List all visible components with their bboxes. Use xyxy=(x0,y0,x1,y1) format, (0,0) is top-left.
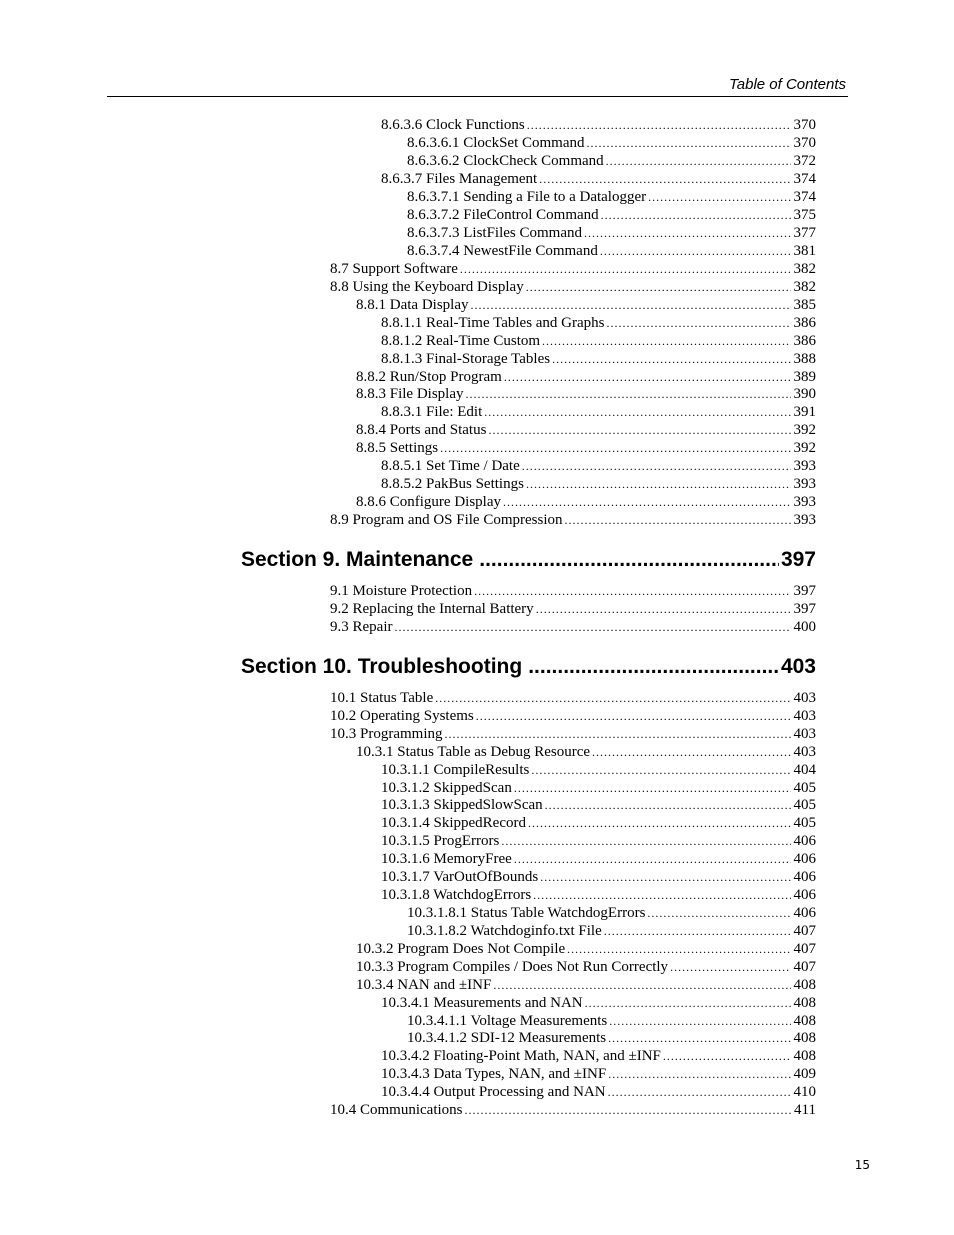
dot-leader xyxy=(609,1012,790,1030)
dot-leader xyxy=(545,796,791,814)
toc-entry-label: 10.3.1.4 SkippedRecord xyxy=(381,815,526,831)
toc-entry[interactable] xyxy=(381,170,816,188)
toc-entry-page: 375 xyxy=(793,207,816,223)
toc-entry-page: 407 xyxy=(793,941,816,957)
dot-leader xyxy=(542,332,790,350)
toc-entry-label: 8.6.3.6.1 ClockSet Command xyxy=(407,135,585,151)
toc-entry-page: 389 xyxy=(793,369,816,385)
toc-entry-label: 8.8.1 Data Display xyxy=(356,297,469,313)
toc-entry[interactable] xyxy=(381,403,816,421)
dot-leader xyxy=(608,1065,790,1083)
toc-entry[interactable] xyxy=(381,314,816,332)
toc-entry-label: 8.6.3.7.3 ListFiles Command xyxy=(407,225,583,241)
toc-entry-page: 386 xyxy=(793,333,816,349)
running-header: Table of Contents xyxy=(728,76,846,93)
dot-leader xyxy=(522,457,791,475)
toc-entry-label: 9.3 Repair xyxy=(330,619,393,635)
toc-entry-page: 410 xyxy=(793,1084,816,1100)
dot-leader xyxy=(600,242,791,260)
toc-entry-label: 8.8.4 Ports and Status xyxy=(356,422,487,438)
toc-entry-page: 405 xyxy=(793,815,816,831)
toc-entry-page: 381 xyxy=(793,243,816,259)
toc-entry-page: 393 xyxy=(793,512,816,528)
toc-entry[interactable] xyxy=(330,511,816,529)
toc-entry-label: 10.3.1.3 SkippedSlowScan xyxy=(381,797,543,813)
dot-leader xyxy=(670,958,790,976)
toc-entry-label: 8.6.3.7.2 FileControl Command xyxy=(407,207,599,223)
toc-entry-page: 408 xyxy=(793,977,816,993)
section-page: 403 xyxy=(780,655,816,678)
dot-leader xyxy=(503,493,791,511)
toc-entry-page: 406 xyxy=(793,905,816,921)
toc-entry-page: 393 xyxy=(793,476,816,492)
toc-entry-label: 8.8.5 Settings xyxy=(356,440,439,456)
toc-entry-page: 403 xyxy=(793,726,816,742)
section-heading[interactable] xyxy=(241,547,816,573)
toc-entry-label: 8.8.5.2 PakBus Settings xyxy=(381,476,524,492)
dot-leader xyxy=(592,743,790,761)
toc-entry-page: 382 xyxy=(793,279,816,295)
dot-leader xyxy=(474,582,790,600)
toc-entry[interactable] xyxy=(356,958,816,976)
toc-entry[interactable] xyxy=(381,814,816,832)
toc-entry-label: 10.3.4 NAN and ±INF xyxy=(356,977,492,993)
toc-entry-page: 409 xyxy=(793,1066,816,1082)
dot-leader xyxy=(440,439,790,457)
toc-entry-label: 10.3.2 Program Does Not Compile xyxy=(356,941,566,957)
toc-entry[interactable] xyxy=(407,1012,816,1030)
page-number: 15 xyxy=(854,1158,870,1172)
toc-entry[interactable] xyxy=(330,689,816,707)
toc-entry[interactable] xyxy=(381,886,816,904)
toc-entry-page: 406 xyxy=(793,851,816,867)
dot-leader xyxy=(504,368,791,386)
dot-leader xyxy=(435,689,790,707)
section-page: 397 xyxy=(780,548,816,571)
toc-entry[interactable] xyxy=(330,618,816,636)
toc-entry[interactable] xyxy=(381,796,816,814)
toc-entry-label: 8.8.3 File Display xyxy=(356,386,464,402)
section-title: Section 10. Troubleshooting xyxy=(241,655,523,678)
toc-entry-label: 10.3.4.1.1 Voltage Measurements xyxy=(407,1013,608,1029)
dot-leader xyxy=(587,134,791,152)
toc-entry-page: 370 xyxy=(793,117,816,133)
toc-entry[interactable] xyxy=(330,260,816,278)
toc-entry-page: 370 xyxy=(793,135,816,151)
toc-entry-page: 406 xyxy=(793,887,816,903)
toc-entry[interactable] xyxy=(381,868,816,886)
toc-entry-label: 8.8.1.3 Final-Storage Tables xyxy=(381,351,551,367)
toc-entry-label: 10.3.1.7 VarOutOfBounds xyxy=(381,869,539,885)
toc-entry-label: 8.8.1.1 Real-Time Tables and Graphs xyxy=(381,315,605,331)
toc-entry[interactable] xyxy=(381,761,816,779)
dot-leader xyxy=(527,116,791,134)
toc-entry-page: 397 xyxy=(793,583,816,599)
toc-entry[interactable] xyxy=(330,278,816,296)
toc-entry-label: 10.3.4.4 Output Processing and NAN xyxy=(381,1084,606,1100)
toc-entry-label: 8.6.3.6 Clock Functions xyxy=(381,117,525,133)
dot-leader xyxy=(528,814,791,832)
dot-leader xyxy=(531,761,790,779)
toc-entry-page: 408 xyxy=(793,1030,816,1046)
toc-entry-label: 10.3.4.3 Data Types, NAN, and ±INF xyxy=(381,1066,607,1082)
toc-entry[interactable] xyxy=(330,582,816,600)
toc-entry[interactable] xyxy=(356,743,816,761)
toc-entry-page: 393 xyxy=(793,458,816,474)
dot-leader xyxy=(476,707,791,725)
header-rule xyxy=(107,96,848,97)
toc-entry-page: 374 xyxy=(793,171,816,187)
dot-leader xyxy=(484,403,790,421)
toc-entry-label: 10.3.1.8.1 Status Table WatchdogErrors xyxy=(407,905,646,921)
toc-entry-label: 8.8 Using the Keyboard Display xyxy=(330,279,524,295)
toc-entry[interactable] xyxy=(381,832,816,850)
toc-entry-label: 10.3.4.1 Measurements and NAN xyxy=(381,995,583,1011)
toc-entry[interactable] xyxy=(407,224,816,242)
toc-entry-page: 382 xyxy=(793,261,816,277)
toc-entry-page: 374 xyxy=(793,189,816,205)
toc-entry[interactable] xyxy=(407,134,816,152)
toc-entry[interactable] xyxy=(407,1029,816,1047)
section-title: Section 9. Maintenance xyxy=(241,548,474,571)
toc-entry[interactable] xyxy=(356,421,816,439)
toc-entry[interactable] xyxy=(381,350,816,368)
dot-leader xyxy=(445,725,791,743)
toc-entry[interactable] xyxy=(356,368,816,386)
toc-entry[interactable] xyxy=(356,976,816,994)
toc-entry-label: 8.8.5.1 Set Time / Date xyxy=(381,458,520,474)
toc-entry[interactable] xyxy=(330,707,816,725)
dot-leader xyxy=(526,278,791,296)
toc-entry-page: 407 xyxy=(793,959,816,975)
toc-entry-page: 404 xyxy=(793,762,816,778)
dot-leader xyxy=(501,832,790,850)
toc-entry-label: 9.2 Replacing the Internal Battery xyxy=(330,601,534,617)
toc-entry-label: 8.7 Support Software xyxy=(330,261,458,277)
dot-leader xyxy=(533,886,790,904)
toc-entry[interactable] xyxy=(381,1047,816,1065)
dot-leader xyxy=(470,296,790,314)
toc-entry-label: 8.8.2 Run/Stop Program xyxy=(356,369,502,385)
toc-entry-label: 10.3.1.8 WatchdogErrors xyxy=(381,887,532,903)
toc-entry-label: 10.3.1.8.2 Watchdoginfo.txt File xyxy=(407,923,602,939)
dot-leader xyxy=(514,850,791,868)
toc-entry-label: 10.4 Communications xyxy=(330,1102,463,1118)
toc-entry-page: 406 xyxy=(793,833,816,849)
toc-entry-label: 10.3.4.2 Floating-Point Math, NAN, and ±INF xyxy=(381,1048,661,1064)
toc-entry[interactable] xyxy=(407,188,816,206)
toc-entry-label: 8.6.3.7.4 NewestFile Command xyxy=(407,243,598,259)
toc-entry-label: 10.3.1.2 SkippedScan xyxy=(381,780,512,796)
dot-leader xyxy=(648,188,790,206)
toc-entry-label: 10.3.1 Status Table as Debug Resource xyxy=(356,744,591,760)
toc-entry[interactable] xyxy=(356,439,816,457)
toc-entry-page: 403 xyxy=(793,690,816,706)
toc-entry-label: 10.1 Status Table xyxy=(330,690,434,706)
toc-entry-label: 10.3.1.1 CompileResults xyxy=(381,762,530,778)
dot-leader xyxy=(465,1101,792,1119)
dot-leader xyxy=(540,868,790,886)
toc-entry-page: 405 xyxy=(793,797,816,813)
toc-entry-page: 408 xyxy=(793,1013,816,1029)
toc-entry-label: 8.8.3.1 File: Edit xyxy=(381,404,483,420)
dot-leader xyxy=(663,1047,791,1065)
toc-entry-page: 393 xyxy=(793,494,816,510)
dot-leader xyxy=(488,421,790,439)
toc-entry-page: 388 xyxy=(793,351,816,367)
toc-entry-page: 392 xyxy=(793,422,816,438)
dot-leader xyxy=(539,170,790,188)
toc-entry[interactable] xyxy=(330,1101,816,1119)
section-heading[interactable] xyxy=(241,654,816,680)
dot-leader xyxy=(608,1029,790,1047)
dot-leader xyxy=(607,314,791,332)
toc-entry-page: 397 xyxy=(793,601,816,617)
toc-entry-page: 377 xyxy=(793,225,816,241)
toc-entry[interactable] xyxy=(356,385,816,403)
toc-entry-page: 392 xyxy=(793,440,816,456)
toc-entry-page: 406 xyxy=(793,869,816,885)
dot-leader xyxy=(647,904,790,922)
toc-entry[interactable] xyxy=(407,904,816,922)
toc-entry-label: 8.6.3.7.1 Sending a File to a Datalogger xyxy=(407,189,647,205)
toc-entry[interactable] xyxy=(407,206,816,224)
toc-entry[interactable] xyxy=(330,600,816,618)
toc-entry[interactable] xyxy=(407,242,816,260)
dot-leader xyxy=(565,511,791,529)
toc-entry[interactable] xyxy=(381,850,816,868)
dot-leader xyxy=(584,224,790,242)
toc-entry[interactable] xyxy=(381,332,816,350)
toc-entry-page: 372 xyxy=(793,153,816,169)
toc-entry-page: 390 xyxy=(793,386,816,402)
dot-leader xyxy=(606,152,791,170)
toc-entry[interactable] xyxy=(381,475,816,493)
dot-leader xyxy=(514,779,791,797)
dot-leader xyxy=(479,547,779,573)
dot-leader xyxy=(585,994,791,1012)
toc-entry[interactable] xyxy=(356,493,816,511)
toc-entry-label: 8.8.1.2 Real-Time Custom xyxy=(381,333,541,349)
dot-leader xyxy=(526,475,791,493)
toc-entry[interactable] xyxy=(356,296,816,314)
toc-entry[interactable] xyxy=(381,1083,816,1101)
toc-entry-page: 403 xyxy=(793,744,816,760)
toc-entry[interactable] xyxy=(407,922,816,940)
toc-entry-label: 10.2 Operating Systems xyxy=(330,708,474,724)
dot-leader xyxy=(528,654,779,680)
toc-entry-label: 10.3.1.5 ProgErrors xyxy=(381,833,500,849)
toc-entry-page: 403 xyxy=(793,708,816,724)
toc-entry-label: 10.3.1.6 MemoryFree xyxy=(381,851,512,867)
dot-leader xyxy=(552,350,790,368)
toc-entry-label: 10.3.3 Program Compiles / Does Not Run Correctly xyxy=(356,959,669,975)
toc-entry-page: 407 xyxy=(793,923,816,939)
toc-entry-label: 10.3 Programming xyxy=(330,726,443,742)
dot-leader xyxy=(608,1083,791,1101)
toc-entry-label: 10.3.4.1.2 SDI-12 Measurements xyxy=(407,1030,607,1046)
toc-entry-label: 8.6.3.6.2 ClockCheck Command xyxy=(407,153,604,169)
dot-leader xyxy=(536,600,791,618)
toc-entry[interactable] xyxy=(381,779,816,797)
toc-entry-page: 405 xyxy=(793,780,816,796)
toc-entry-page: 400 xyxy=(793,619,816,635)
toc-entry[interactable] xyxy=(356,940,816,958)
dot-leader xyxy=(460,260,791,278)
dot-leader xyxy=(604,922,791,940)
dot-leader xyxy=(567,940,790,958)
dot-leader xyxy=(466,385,791,403)
toc-entry[interactable] xyxy=(381,457,816,475)
dot-leader xyxy=(394,618,790,636)
toc-entry[interactable] xyxy=(407,152,816,170)
toc-entry[interactable] xyxy=(381,1065,816,1083)
dot-leader xyxy=(493,976,790,994)
toc-entry-page: 408 xyxy=(793,995,816,1011)
toc-entry-page: 411 xyxy=(794,1102,816,1118)
dot-leader xyxy=(601,206,791,224)
toc-entry-page: 408 xyxy=(793,1048,816,1064)
toc-entry-page: 391 xyxy=(793,404,816,420)
toc-entry[interactable] xyxy=(330,725,816,743)
toc-entry-label: 9.1 Moisture Protection xyxy=(330,583,473,599)
toc-entry-label: 8.8.6 Configure Display xyxy=(356,494,501,510)
toc-entry[interactable] xyxy=(381,994,816,1012)
toc-entry-label: 8.6.3.7 Files Management xyxy=(381,171,538,187)
toc-entry[interactable] xyxy=(381,116,816,134)
toc-entry-page: 386 xyxy=(793,315,816,331)
toc-entry-page: 385 xyxy=(793,297,816,313)
toc-entry-label: 8.9 Program and OS File Compression xyxy=(330,512,563,528)
